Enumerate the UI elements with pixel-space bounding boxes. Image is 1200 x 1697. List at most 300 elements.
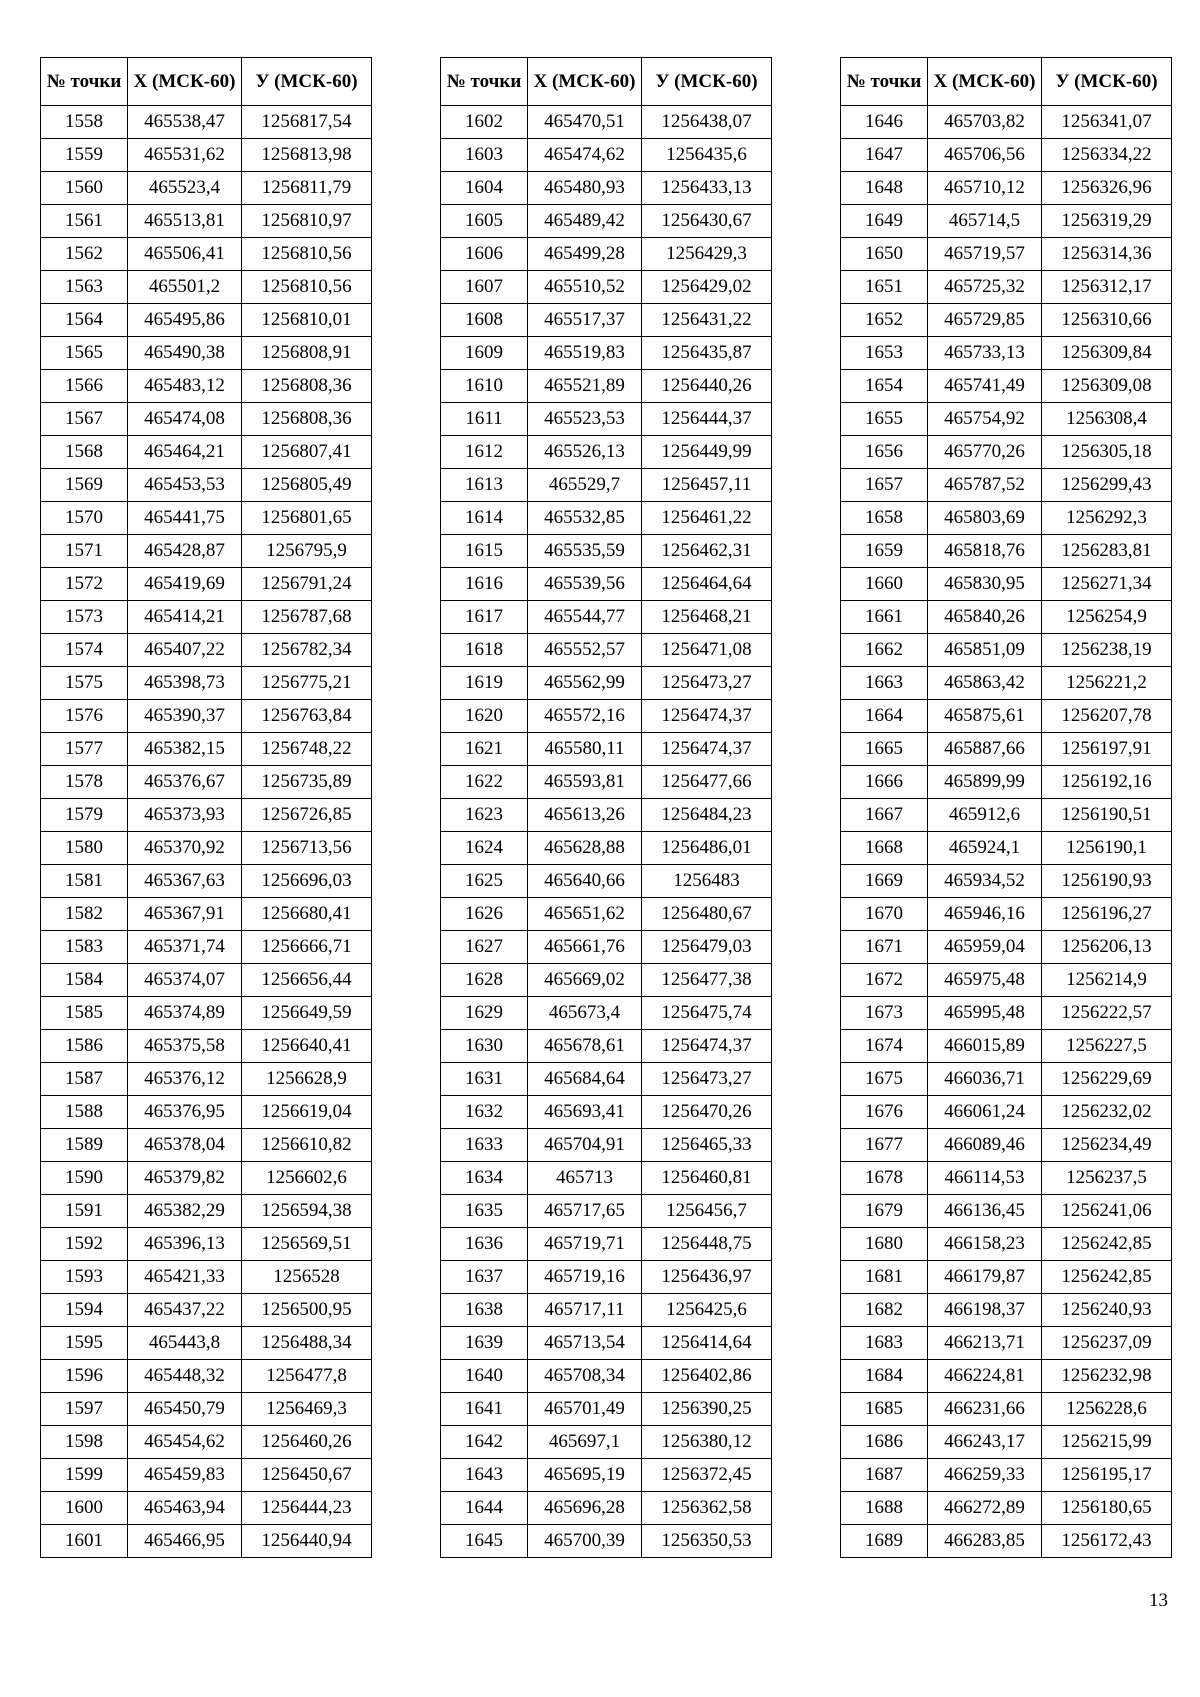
x-coordinate-cell: 465428,87 bbox=[128, 535, 242, 568]
table-row bbox=[841, 172, 1172, 205]
point-number-cell: 1662 bbox=[841, 634, 928, 667]
x-coordinate-cell: 466224,81 bbox=[928, 1360, 1042, 1393]
table-row bbox=[41, 700, 372, 733]
y-coordinate-cell: 1256425,6 bbox=[642, 1294, 772, 1327]
y-coordinate-cell: 1256372,45 bbox=[642, 1459, 772, 1492]
x-coordinate-cell: 465700,39 bbox=[528, 1525, 642, 1558]
y-coordinate-cell: 1256817,54 bbox=[242, 106, 372, 139]
x-coordinate-cell: 466136,45 bbox=[928, 1195, 1042, 1228]
x-coordinate-cell: 465495,86 bbox=[128, 304, 242, 337]
y-coordinate-cell: 1256474,37 bbox=[642, 700, 772, 733]
x-coordinate-cell: 465818,76 bbox=[928, 535, 1042, 568]
x-coordinate-cell: 465371,74 bbox=[128, 931, 242, 964]
point-number-cell: 1578 bbox=[41, 766, 128, 799]
x-coordinate-cell: 466089,46 bbox=[928, 1129, 1042, 1162]
y-coordinate-cell: 1256500,95 bbox=[242, 1294, 372, 1327]
table-row bbox=[441, 601, 772, 634]
table-row bbox=[441, 106, 772, 139]
point-number-cell: 1664 bbox=[841, 700, 928, 733]
point-number-cell: 1596 bbox=[41, 1360, 128, 1393]
point-number-cell: 1615 bbox=[441, 535, 528, 568]
y-coordinate-cell: 1256477,38 bbox=[642, 964, 772, 997]
y-coordinate-cell: 1256619,04 bbox=[242, 1096, 372, 1129]
table-row bbox=[841, 337, 1172, 370]
y-coordinate-cell: 1256696,03 bbox=[242, 865, 372, 898]
x-coordinate-cell: 465725,32 bbox=[928, 271, 1042, 304]
table-row bbox=[41, 997, 372, 1030]
x-coordinate-cell: 465729,85 bbox=[928, 304, 1042, 337]
point-number-cell: 1661 bbox=[841, 601, 928, 634]
table-row bbox=[441, 1459, 772, 1492]
table-row bbox=[841, 1459, 1172, 1492]
table-row bbox=[441, 832, 772, 865]
x-coordinate-cell: 466114,53 bbox=[928, 1162, 1042, 1195]
header-y-coordinate: У (МСК-60) bbox=[642, 58, 772, 106]
x-coordinate-cell: 465459,83 bbox=[128, 1459, 242, 1492]
y-coordinate-cell: 1256309,84 bbox=[1042, 337, 1172, 370]
y-coordinate-cell: 1256610,82 bbox=[242, 1129, 372, 1162]
y-coordinate-cell: 1256308,4 bbox=[1042, 403, 1172, 436]
y-coordinate-cell: 1256242,85 bbox=[1042, 1228, 1172, 1261]
x-coordinate-cell: 466015,89 bbox=[928, 1030, 1042, 1063]
table-row bbox=[841, 931, 1172, 964]
x-coordinate-cell: 466158,23 bbox=[928, 1228, 1042, 1261]
table-row bbox=[441, 799, 772, 832]
table-body bbox=[41, 106, 372, 1558]
point-number-cell: 1580 bbox=[41, 832, 128, 865]
table-row bbox=[41, 898, 372, 931]
table-row bbox=[441, 1030, 772, 1063]
x-coordinate-cell: 465535,59 bbox=[528, 535, 642, 568]
x-coordinate-cell: 465474,62 bbox=[528, 139, 642, 172]
y-coordinate-cell: 1256801,65 bbox=[242, 502, 372, 535]
x-coordinate-cell: 465695,19 bbox=[528, 1459, 642, 1492]
x-coordinate-cell: 465701,49 bbox=[528, 1393, 642, 1426]
table-row bbox=[841, 1162, 1172, 1195]
table-row bbox=[41, 1492, 372, 1525]
point-number-cell: 1564 bbox=[41, 304, 128, 337]
table-row bbox=[41, 799, 372, 832]
table-row bbox=[41, 205, 372, 238]
x-coordinate-cell: 466283,85 bbox=[928, 1525, 1042, 1558]
y-coordinate-cell: 1256811,79 bbox=[242, 172, 372, 205]
x-coordinate-cell: 465367,91 bbox=[128, 898, 242, 931]
point-number-cell: 1678 bbox=[841, 1162, 928, 1195]
y-coordinate-cell: 1256465,33 bbox=[642, 1129, 772, 1162]
x-coordinate-cell: 465407,22 bbox=[128, 634, 242, 667]
x-coordinate-cell: 465382,15 bbox=[128, 733, 242, 766]
point-number-cell: 1579 bbox=[41, 799, 128, 832]
y-coordinate-cell: 1256449,99 bbox=[642, 436, 772, 469]
x-coordinate-cell: 465443,8 bbox=[128, 1327, 242, 1360]
point-number-cell: 1566 bbox=[41, 370, 128, 403]
y-coordinate-cell: 1256628,9 bbox=[242, 1063, 372, 1096]
table-row bbox=[441, 172, 772, 205]
point-number-cell: 1657 bbox=[841, 469, 928, 502]
point-number-cell: 1631 bbox=[441, 1063, 528, 1096]
y-coordinate-cell: 1256238,19 bbox=[1042, 634, 1172, 667]
point-number-cell: 1584 bbox=[41, 964, 128, 997]
table-row bbox=[441, 1129, 772, 1162]
y-coordinate-cell: 1256305,18 bbox=[1042, 436, 1172, 469]
table-row bbox=[441, 535, 772, 568]
x-coordinate-cell: 465490,38 bbox=[128, 337, 242, 370]
point-number-cell: 1675 bbox=[841, 1063, 928, 1096]
x-coordinate-cell: 465421,33 bbox=[128, 1261, 242, 1294]
y-coordinate-cell: 1256309,08 bbox=[1042, 370, 1172, 403]
table-row bbox=[41, 832, 372, 865]
x-coordinate-cell: 465995,48 bbox=[928, 997, 1042, 1030]
x-coordinate-cell: 465975,48 bbox=[928, 964, 1042, 997]
table-row bbox=[841, 832, 1172, 865]
header-x-coordinate: X (МСК-60) bbox=[528, 58, 642, 106]
x-coordinate-cell: 465684,64 bbox=[528, 1063, 642, 1096]
y-coordinate-cell: 1256206,13 bbox=[1042, 931, 1172, 964]
y-coordinate-cell: 1256775,21 bbox=[242, 667, 372, 700]
x-coordinate-cell: 465717,65 bbox=[528, 1195, 642, 1228]
y-coordinate-cell: 1256656,44 bbox=[242, 964, 372, 997]
table-row bbox=[841, 469, 1172, 502]
x-coordinate-cell: 465830,95 bbox=[928, 568, 1042, 601]
x-coordinate-cell: 465470,51 bbox=[528, 106, 642, 139]
table-row bbox=[841, 997, 1172, 1030]
x-coordinate-cell: 465572,16 bbox=[528, 700, 642, 733]
x-coordinate-cell: 465693,41 bbox=[528, 1096, 642, 1129]
point-number-cell: 1609 bbox=[441, 337, 528, 370]
table-row bbox=[841, 1393, 1172, 1426]
y-coordinate-cell: 1256448,75 bbox=[642, 1228, 772, 1261]
table-row bbox=[841, 238, 1172, 271]
x-coordinate-cell: 465376,12 bbox=[128, 1063, 242, 1096]
point-number-cell: 1644 bbox=[441, 1492, 528, 1525]
point-number-cell: 1597 bbox=[41, 1393, 128, 1426]
point-number-cell: 1672 bbox=[841, 964, 928, 997]
x-coordinate-cell: 465887,66 bbox=[928, 733, 1042, 766]
table-row bbox=[841, 1228, 1172, 1261]
point-number-cell: 1632 bbox=[441, 1096, 528, 1129]
point-number-cell: 1569 bbox=[41, 469, 128, 502]
table-row bbox=[41, 634, 372, 667]
point-number-cell: 1627 bbox=[441, 931, 528, 964]
point-number-cell: 1635 bbox=[441, 1195, 528, 1228]
x-coordinate-cell: 465719,71 bbox=[528, 1228, 642, 1261]
table-row bbox=[441, 1261, 772, 1294]
x-coordinate-cell: 465378,04 bbox=[128, 1129, 242, 1162]
table-row bbox=[41, 1228, 372, 1261]
y-coordinate-cell: 1256196,27 bbox=[1042, 898, 1172, 931]
table-row bbox=[41, 865, 372, 898]
table-row bbox=[41, 1261, 372, 1294]
point-number-cell: 1688 bbox=[841, 1492, 928, 1525]
x-coordinate-cell: 465526,13 bbox=[528, 436, 642, 469]
point-number-cell: 1608 bbox=[441, 304, 528, 337]
table-row bbox=[841, 1426, 1172, 1459]
point-number-cell: 1658 bbox=[841, 502, 928, 535]
y-coordinate-cell: 1256283,81 bbox=[1042, 535, 1172, 568]
table-row bbox=[41, 139, 372, 172]
table-row bbox=[41, 337, 372, 370]
table-row bbox=[41, 1195, 372, 1228]
point-number-cell: 1637 bbox=[441, 1261, 528, 1294]
table-row bbox=[441, 1294, 772, 1327]
table-row bbox=[441, 1096, 772, 1129]
table-row bbox=[41, 436, 372, 469]
x-coordinate-cell: 465510,52 bbox=[528, 271, 642, 304]
y-coordinate-cell: 1256462,31 bbox=[642, 535, 772, 568]
x-coordinate-cell: 465863,42 bbox=[928, 667, 1042, 700]
point-number-cell: 1684 bbox=[841, 1360, 928, 1393]
point-number-cell: 1577 bbox=[41, 733, 128, 766]
x-coordinate-cell: 465539,56 bbox=[528, 568, 642, 601]
y-coordinate-cell: 1256807,41 bbox=[242, 436, 372, 469]
point-number-cell: 1665 bbox=[841, 733, 928, 766]
x-coordinate-cell: 466272,89 bbox=[928, 1492, 1042, 1525]
x-coordinate-cell: 465453,53 bbox=[128, 469, 242, 502]
point-number-cell: 1605 bbox=[441, 205, 528, 238]
point-number-cell: 1656 bbox=[841, 436, 928, 469]
table-row bbox=[841, 733, 1172, 766]
x-coordinate-cell: 465517,37 bbox=[528, 304, 642, 337]
y-coordinate-cell: 1256810,97 bbox=[242, 205, 372, 238]
table-row bbox=[441, 139, 772, 172]
y-coordinate-cell: 1256180,65 bbox=[1042, 1492, 1172, 1525]
table-row bbox=[841, 1294, 1172, 1327]
y-coordinate-cell: 1256569,51 bbox=[242, 1228, 372, 1261]
table-row bbox=[841, 271, 1172, 304]
header-point-number: № точки bbox=[41, 58, 128, 106]
y-coordinate-cell: 1256444,23 bbox=[242, 1492, 372, 1525]
point-number-cell: 1591 bbox=[41, 1195, 128, 1228]
table-row bbox=[841, 436, 1172, 469]
y-coordinate-cell: 1256232,02 bbox=[1042, 1096, 1172, 1129]
point-number-cell: 1689 bbox=[841, 1525, 928, 1558]
x-coordinate-cell: 465448,32 bbox=[128, 1360, 242, 1393]
y-coordinate-cell: 1256471,08 bbox=[642, 634, 772, 667]
table-row bbox=[441, 1063, 772, 1096]
table-row bbox=[41, 931, 372, 964]
x-coordinate-cell: 465513,81 bbox=[128, 205, 242, 238]
y-coordinate-cell: 1256222,57 bbox=[1042, 997, 1172, 1030]
x-coordinate-cell: 465678,61 bbox=[528, 1030, 642, 1063]
y-coordinate-cell: 1256197,91 bbox=[1042, 733, 1172, 766]
point-number-cell: 1652 bbox=[841, 304, 928, 337]
table-row bbox=[441, 700, 772, 733]
table-row bbox=[41, 271, 372, 304]
y-coordinate-cell: 1256429,02 bbox=[642, 271, 772, 304]
point-number-cell: 1588 bbox=[41, 1096, 128, 1129]
point-number-cell: 1561 bbox=[41, 205, 128, 238]
x-coordinate-cell: 465713 bbox=[528, 1162, 642, 1195]
y-coordinate-cell: 1256726,85 bbox=[242, 799, 372, 832]
point-number-cell: 1621 bbox=[441, 733, 528, 766]
y-coordinate-cell: 1256221,2 bbox=[1042, 667, 1172, 700]
table-row bbox=[41, 1525, 372, 1558]
x-coordinate-cell: 465851,09 bbox=[928, 634, 1042, 667]
point-number-cell: 1617 bbox=[441, 601, 528, 634]
x-coordinate-cell: 465717,11 bbox=[528, 1294, 642, 1327]
point-number-cell: 1618 bbox=[441, 634, 528, 667]
point-number-cell: 1600 bbox=[41, 1492, 128, 1525]
point-number-cell: 1572 bbox=[41, 568, 128, 601]
x-coordinate-cell: 465464,21 bbox=[128, 436, 242, 469]
table-row bbox=[41, 964, 372, 997]
y-coordinate-cell: 1256594,38 bbox=[242, 1195, 372, 1228]
table-row bbox=[841, 634, 1172, 667]
point-number-cell: 1641 bbox=[441, 1393, 528, 1426]
x-coordinate-cell: 465480,93 bbox=[528, 172, 642, 205]
point-number-cell: 1581 bbox=[41, 865, 128, 898]
point-number-cell: 1594 bbox=[41, 1294, 128, 1327]
point-number-cell: 1666 bbox=[841, 766, 928, 799]
table-row bbox=[841, 1525, 1172, 1558]
table-row bbox=[841, 568, 1172, 601]
point-number-cell: 1593 bbox=[41, 1261, 128, 1294]
point-number-cell: 1585 bbox=[41, 997, 128, 1030]
x-coordinate-cell: 465673,4 bbox=[528, 997, 642, 1030]
y-coordinate-cell: 1256319,29 bbox=[1042, 205, 1172, 238]
y-coordinate-cell: 1256254,9 bbox=[1042, 601, 1172, 634]
x-coordinate-cell: 465899,99 bbox=[928, 766, 1042, 799]
table-row bbox=[841, 1327, 1172, 1360]
table-row bbox=[441, 1426, 772, 1459]
point-number-cell: 1634 bbox=[441, 1162, 528, 1195]
table-row bbox=[841, 205, 1172, 238]
x-coordinate-cell: 465506,41 bbox=[128, 238, 242, 271]
y-coordinate-cell: 1256488,34 bbox=[242, 1327, 372, 1360]
table-row bbox=[41, 601, 372, 634]
point-number-cell: 1668 bbox=[841, 832, 928, 865]
table-row bbox=[841, 1096, 1172, 1129]
coordinates-table-3 bbox=[840, 57, 1172, 1558]
table-header-row bbox=[841, 58, 1172, 106]
table-row bbox=[441, 1393, 772, 1426]
table-row bbox=[441, 205, 772, 238]
x-coordinate-cell: 465613,26 bbox=[528, 799, 642, 832]
table-row bbox=[841, 1360, 1172, 1393]
table-row bbox=[41, 1360, 372, 1393]
x-coordinate-cell: 465770,26 bbox=[928, 436, 1042, 469]
x-coordinate-cell: 465697,1 bbox=[528, 1426, 642, 1459]
y-coordinate-cell: 1256640,41 bbox=[242, 1030, 372, 1063]
x-coordinate-cell: 465706,56 bbox=[928, 139, 1042, 172]
y-coordinate-cell: 1256460,81 bbox=[642, 1162, 772, 1195]
table-row bbox=[841, 1063, 1172, 1096]
table-row bbox=[841, 1195, 1172, 1228]
x-coordinate-cell: 465875,61 bbox=[928, 700, 1042, 733]
x-coordinate-cell: 465466,95 bbox=[128, 1525, 242, 1558]
point-number-cell: 1645 bbox=[441, 1525, 528, 1558]
table-row bbox=[441, 469, 772, 502]
y-coordinate-cell: 1256436,97 bbox=[642, 1261, 772, 1294]
x-coordinate-cell: 465379,82 bbox=[128, 1162, 242, 1195]
x-coordinate-cell: 465959,04 bbox=[928, 931, 1042, 964]
y-coordinate-cell: 1256214,9 bbox=[1042, 964, 1172, 997]
table-row bbox=[441, 1525, 772, 1558]
table-row bbox=[841, 139, 1172, 172]
table-row bbox=[441, 568, 772, 601]
y-coordinate-cell: 1256237,5 bbox=[1042, 1162, 1172, 1195]
point-number-cell: 1639 bbox=[441, 1327, 528, 1360]
y-coordinate-cell: 1256713,56 bbox=[242, 832, 372, 865]
x-coordinate-cell: 466179,87 bbox=[928, 1261, 1042, 1294]
x-coordinate-cell: 465463,94 bbox=[128, 1492, 242, 1525]
y-coordinate-cell: 1256429,3 bbox=[642, 238, 772, 271]
point-number-cell: 1679 bbox=[841, 1195, 928, 1228]
point-number-cell: 1623 bbox=[441, 799, 528, 832]
y-coordinate-cell: 1256666,71 bbox=[242, 931, 372, 964]
table-row bbox=[841, 1030, 1172, 1063]
x-coordinate-cell: 465521,89 bbox=[528, 370, 642, 403]
y-coordinate-cell: 1256748,22 bbox=[242, 733, 372, 766]
point-number-cell: 1598 bbox=[41, 1426, 128, 1459]
table-row bbox=[41, 667, 372, 700]
y-coordinate-cell: 1256341,07 bbox=[1042, 106, 1172, 139]
y-coordinate-cell: 1256460,26 bbox=[242, 1426, 372, 1459]
x-coordinate-cell: 465754,92 bbox=[928, 403, 1042, 436]
x-coordinate-cell: 465489,42 bbox=[528, 205, 642, 238]
point-number-cell: 1616 bbox=[441, 568, 528, 601]
table-row bbox=[41, 502, 372, 535]
y-coordinate-cell: 1256271,34 bbox=[1042, 568, 1172, 601]
y-coordinate-cell: 1256477,66 bbox=[642, 766, 772, 799]
point-number-cell: 1671 bbox=[841, 931, 928, 964]
point-number-cell: 1614 bbox=[441, 502, 528, 535]
point-number-cell: 1673 bbox=[841, 997, 928, 1030]
table-row bbox=[41, 1162, 372, 1195]
x-coordinate-cell: 465703,82 bbox=[928, 106, 1042, 139]
table-row bbox=[841, 370, 1172, 403]
x-coordinate-cell: 465552,57 bbox=[528, 634, 642, 667]
table-row bbox=[41, 1426, 372, 1459]
x-coordinate-cell: 465708,34 bbox=[528, 1360, 642, 1393]
point-number-cell: 1604 bbox=[441, 172, 528, 205]
x-coordinate-cell: 465946,16 bbox=[928, 898, 1042, 931]
point-number-cell: 1620 bbox=[441, 700, 528, 733]
point-number-cell: 1649 bbox=[841, 205, 928, 238]
point-number-cell: 1655 bbox=[841, 403, 928, 436]
table-row bbox=[441, 733, 772, 766]
table-row bbox=[441, 502, 772, 535]
y-coordinate-cell: 1256787,68 bbox=[242, 601, 372, 634]
point-number-cell: 1651 bbox=[841, 271, 928, 304]
x-coordinate-cell: 465375,58 bbox=[128, 1030, 242, 1063]
y-coordinate-cell: 1256457,11 bbox=[642, 469, 772, 502]
y-coordinate-cell: 1256473,27 bbox=[642, 667, 772, 700]
y-coordinate-cell: 1256474,37 bbox=[642, 733, 772, 766]
point-number-cell: 1589 bbox=[41, 1129, 128, 1162]
y-coordinate-cell: 1256190,93 bbox=[1042, 865, 1172, 898]
x-coordinate-cell: 465696,28 bbox=[528, 1492, 642, 1525]
table-row bbox=[841, 799, 1172, 832]
x-coordinate-cell: 465414,21 bbox=[128, 601, 242, 634]
page-number: 13 bbox=[1149, 1590, 1168, 1611]
header-y-coordinate: У (МСК-60) bbox=[1042, 58, 1172, 106]
table-row bbox=[841, 865, 1172, 898]
y-coordinate-cell: 1256813,98 bbox=[242, 139, 372, 172]
point-number-cell: 1682 bbox=[841, 1294, 928, 1327]
y-coordinate-cell: 1256461,22 bbox=[642, 502, 772, 535]
x-coordinate-cell: 465669,02 bbox=[528, 964, 642, 997]
point-number-cell: 1653 bbox=[841, 337, 928, 370]
x-coordinate-cell: 465396,13 bbox=[128, 1228, 242, 1261]
point-number-cell: 1592 bbox=[41, 1228, 128, 1261]
x-coordinate-cell: 465840,26 bbox=[928, 601, 1042, 634]
table-row bbox=[441, 1360, 772, 1393]
point-number-cell: 1559 bbox=[41, 139, 128, 172]
table-row bbox=[841, 304, 1172, 337]
header-y-coordinate: У (МСК-60) bbox=[242, 58, 372, 106]
table-body bbox=[841, 106, 1172, 1558]
